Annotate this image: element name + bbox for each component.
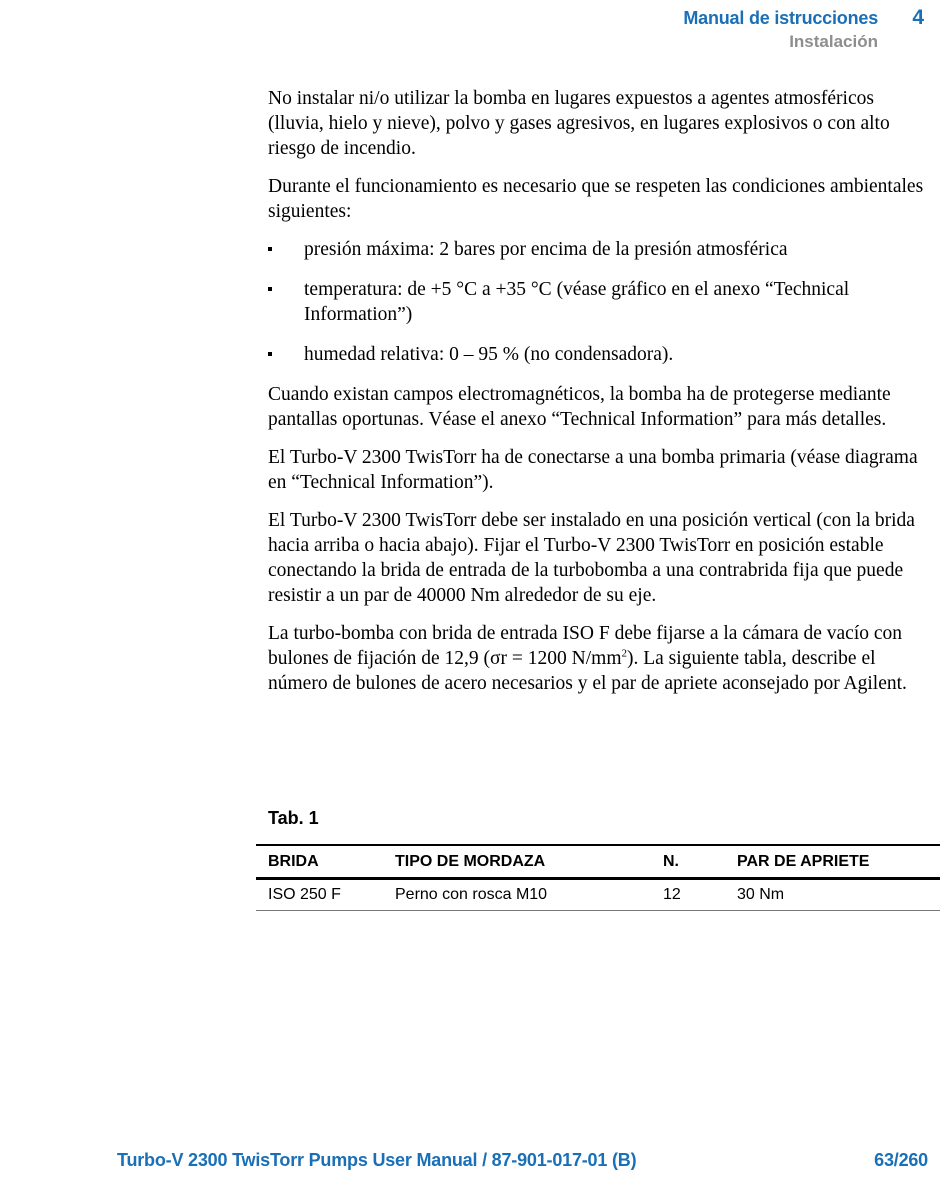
list-item-text: temperatura: de +5 °C a +35 °C (véase gráfico en el anexo “Technical Information”) bbox=[304, 279, 850, 325]
cell-par-apriete: 30 Nm bbox=[725, 879, 940, 911]
paragraph-electromagnetic: Cuando existan campos electromagnéticos, la bomba ha de protegerse mediante pantallas oportunas. Véase el anexo “Technical Information” para más detalles. bbox=[268, 384, 891, 430]
page-footer bbox=[117, 1150, 928, 1171]
table-header-row bbox=[256, 845, 940, 879]
conditions-list bbox=[268, 237, 928, 367]
cell-tipo-mordaza: Perno con rosca M10 bbox=[383, 879, 651, 911]
column-header-n: N. bbox=[651, 845, 725, 879]
paragraph-installation-position: El Turbo-V 2300 TwisTorr debe ser instalado en una posición vertical (con la brida hacia arriba o hacia abajo). Fijar el Turbo-V 2300 TwisTorr en posición estable conectando la brida de entrada de la turbobomba a una contrabrida fija que puede resistir a un par de 40000 Nm alrededor de su eje. bbox=[268, 510, 915, 606]
bolts-text-end: ). La siguiente tabla, describe el número de bulones de acero necesarios y el par de apriete aconsejado por Agilent. bbox=[268, 648, 907, 694]
list-item-text: presión máxima: 2 bares por encima de la presión atmosférica bbox=[304, 239, 788, 260]
cell-n: 12 bbox=[651, 879, 725, 911]
list-item-text: humedad relativa: 0 – 95 % (no condensadora). bbox=[304, 344, 674, 365]
bullet-icon bbox=[268, 287, 272, 291]
superscript: 2 bbox=[621, 647, 627, 660]
list-item bbox=[268, 277, 928, 327]
chapter-number: 4 bbox=[912, 6, 924, 29]
page-number: 63/260 bbox=[874, 1150, 928, 1170]
table-row bbox=[256, 879, 940, 911]
column-header-tipo-mordaza: TIPO DE MORDAZA bbox=[383, 845, 651, 879]
paragraph-conditions-intro: Durante el funcionamiento es necesario que se respeten las condiciones ambientales siguientes: bbox=[268, 176, 924, 222]
list-item bbox=[268, 342, 928, 367]
header-row bbox=[683, 6, 924, 30]
table-caption: Tab. 1 bbox=[268, 808, 319, 828]
cell-brida: ISO 250 F bbox=[256, 879, 383, 911]
paragraph-bolts bbox=[268, 621, 928, 696]
paragraph-environment: No instalar ni/o utilizar la bomba en lugares expuestos a agentes atmosféricos (lluvia, hielo y nieve), polvo y gases agresivos, en lugares explosivos o con alto riesgo de incendio. bbox=[268, 88, 890, 159]
body-text bbox=[268, 86, 928, 709]
bullet-icon bbox=[268, 247, 272, 251]
section-title: Instalación bbox=[789, 32, 878, 51]
manual-title: Manual de istrucciones bbox=[683, 8, 878, 28]
flange-table bbox=[256, 844, 940, 911]
page-header bbox=[683, 6, 924, 52]
paragraph-primary-pump: El Turbo-V 2300 TwisTorr ha de conectarse a una bomba primaria (véase diagrama en “Technical Information”). bbox=[268, 447, 918, 493]
column-header-brida: BRIDA bbox=[256, 845, 383, 879]
bolts-text-start: La turbo-bomba con brida de entrada ISO F debe fijarse a la cámara de vacío con bulones de fijación de 12,9 (σr = 1200 N/mm bbox=[268, 623, 903, 669]
bullet-icon bbox=[268, 352, 272, 356]
list-item bbox=[268, 237, 928, 262]
manual-reference: Turbo-V 2300 TwisTorr Pumps User Manual / 87-901-017-01 (B) bbox=[117, 1150, 637, 1170]
column-header-par-apriete: PAR DE APRIETE bbox=[725, 845, 940, 879]
